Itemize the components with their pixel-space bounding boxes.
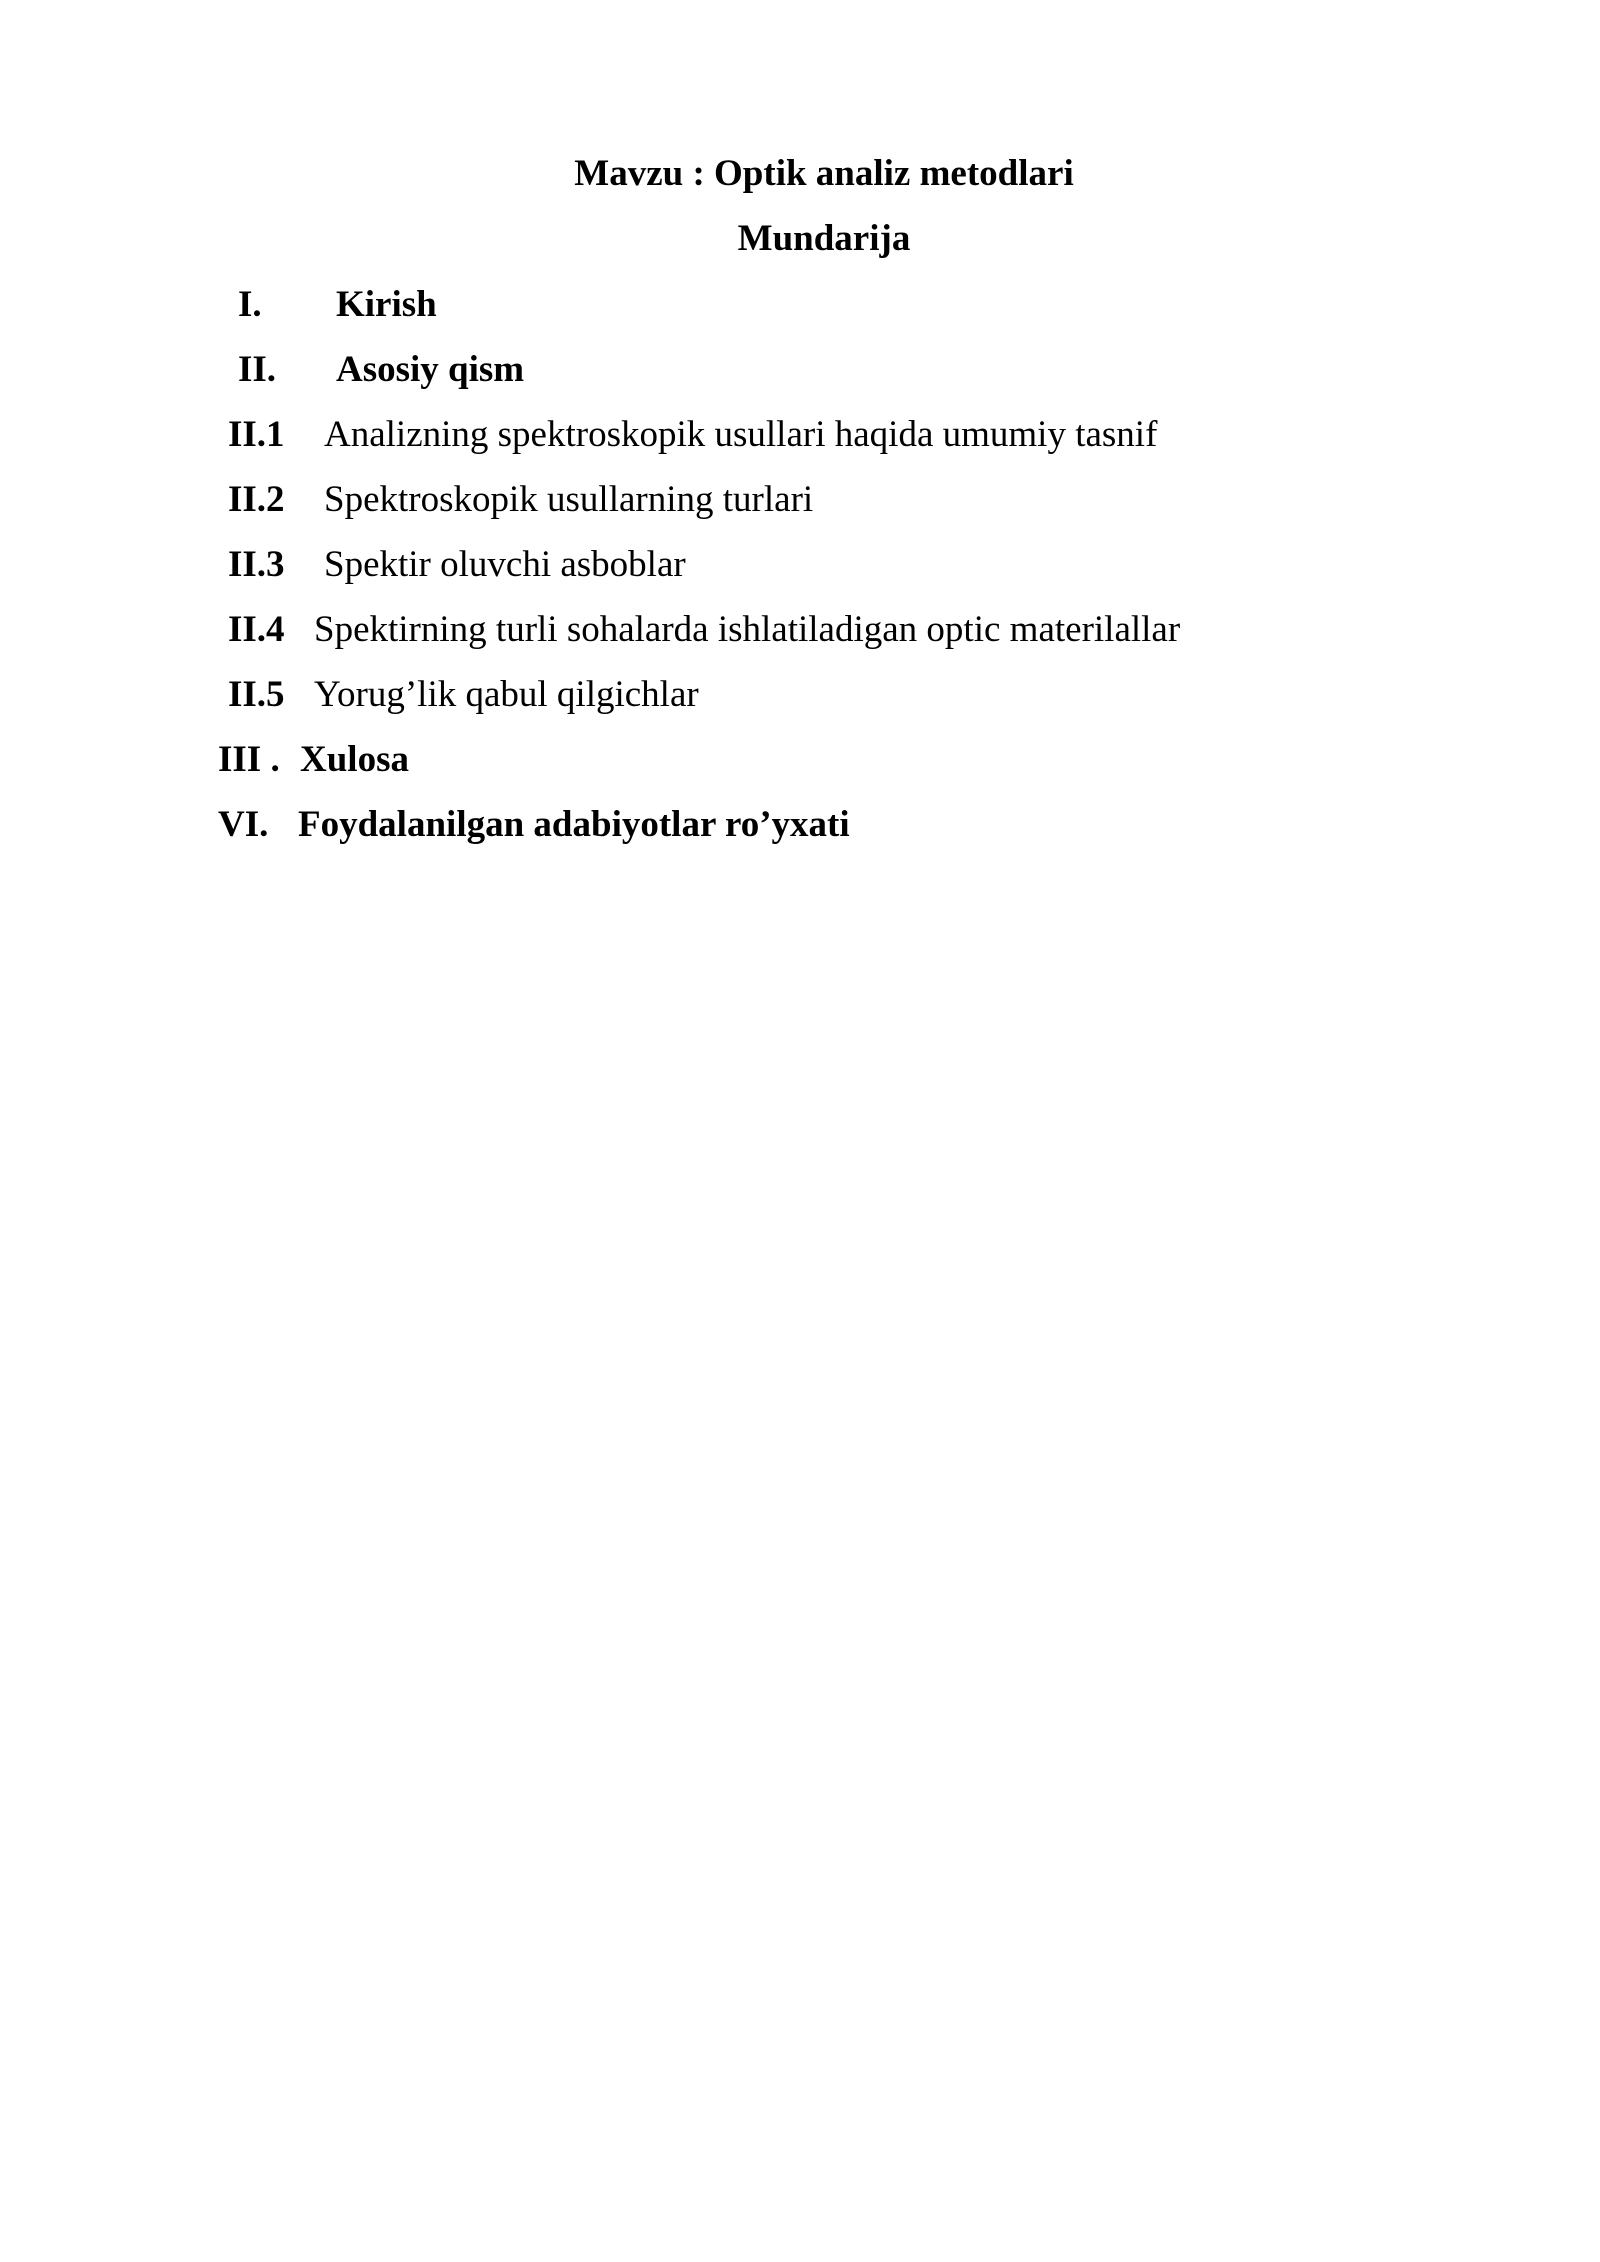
toc-entry-text: Analizning spektroskopik usullari haqida umumiy tasnif xyxy=(324,414,1158,455)
toc-heading: Mundarija xyxy=(737,218,911,259)
toc-entry-text: Xulosa xyxy=(300,739,409,780)
toc-entry-number: II.2 xyxy=(228,479,285,520)
toc-entry-number: II.1 xyxy=(228,414,285,455)
toc-entry-text: Spektroskopik usullarning turlari xyxy=(324,479,814,520)
toc-entry-number: II.4 xyxy=(228,609,285,650)
page-title: Mavzu : Optik analiz metodlari xyxy=(574,153,1074,194)
toc-entry-number: I. xyxy=(238,284,262,325)
toc-entry-number: II.3 xyxy=(228,544,285,585)
toc-entry-number: II. xyxy=(238,349,277,390)
toc-entry-number: II.5 xyxy=(228,674,285,715)
toc-entry-number: VI. xyxy=(218,804,269,845)
toc-entry-text: Spektirning turli sohalarda ishlatiladigan optic materilallar xyxy=(314,609,1181,650)
toc-entry-text: Spektir oluvchi asboblar xyxy=(324,544,686,585)
toc-entry-text: Foydalanilgan adabiyotlar ro’yxati xyxy=(298,804,850,845)
toc-entry-text: Kirish xyxy=(336,284,437,325)
toc-entry-number: III . xyxy=(218,739,280,780)
toc-entry-text: Yorug’lik qabul qilgichlar xyxy=(314,674,699,715)
toc-entry-text: Asosiy qism xyxy=(336,349,525,390)
